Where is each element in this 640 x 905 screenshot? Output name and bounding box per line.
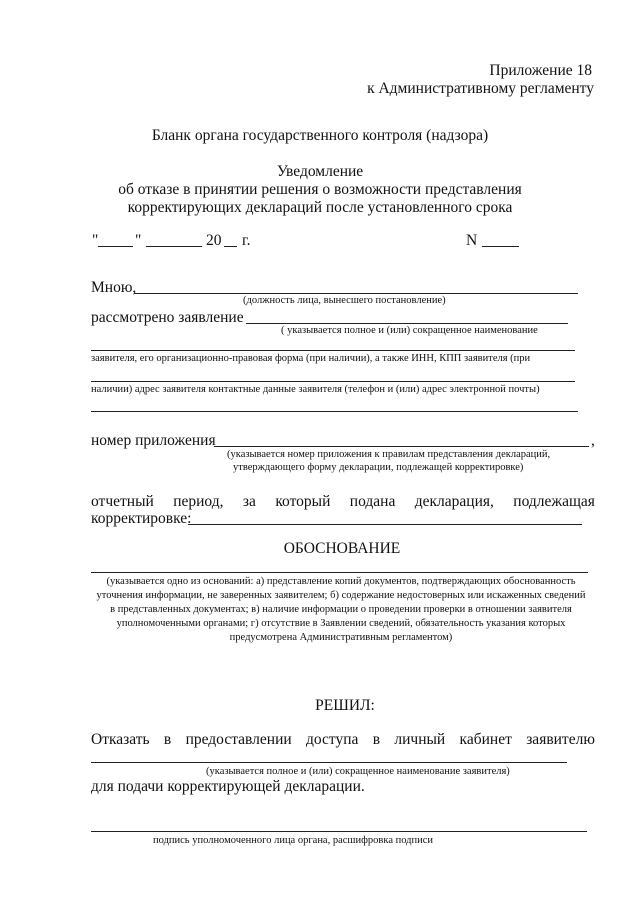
year-field[interactable] — [224, 246, 237, 247]
refuse-word: кабинет — [459, 731, 512, 748]
signature-field[interactable] — [91, 831, 587, 832]
refuse-word: Отказать — [91, 731, 150, 748]
period-word: отчетный — [91, 493, 154, 510]
month-field[interactable] — [146, 246, 202, 247]
period-field[interactable] — [188, 524, 582, 525]
number-label: N — [466, 232, 478, 249]
applicant-hint-2: заявителя, его организационно-правовая форма (при наличии), а также ИНН, КПП заявителя (при — [91, 353, 531, 364]
appendix-hint-1: (указывается номер приложения к правилам представления деклараций, — [227, 449, 551, 460]
period-word: подана — [349, 493, 396, 510]
appendix-number-field[interactable] — [214, 446, 589, 447]
refuse-row — [91, 731, 595, 749]
applicant-name-field[interactable] — [91, 762, 567, 763]
by-me-label: Мною, — [91, 279, 137, 296]
reason-hint-2: уточнения информации, не заверенных заявителем; б) содержание недостоверных или искаженных сведений — [96, 590, 586, 601]
for-submission-text: для подачи корректирующей декларации. — [91, 778, 365, 795]
period-row — [91, 493, 595, 511]
appendix-hint-2: утверждающего форму декларации, подлежащей корректировке) — [233, 462, 524, 473]
appendix-comma: , — [591, 432, 595, 449]
blank-title: Бланк органа государственного контроля (надзора) — [151, 127, 489, 144]
reason-hint-5: предусмотрена Административным регламентом) — [229, 632, 453, 643]
decided-title: РЕШИЛ: — [315, 697, 375, 714]
applicant-field-2[interactable] — [91, 350, 575, 351]
reason-hint-4: уполномоченными органами; г) отсутствие в Заявлении сведений, обязательность указания которых — [116, 618, 566, 629]
applicant-field-3[interactable] — [91, 381, 575, 382]
day-field[interactable] — [98, 246, 133, 247]
appendix-label: Приложение 18 — [489, 62, 592, 79]
applicant-hint-1: ( указывается полное и (или) сокращенное наименование — [281, 325, 538, 336]
reason-hint-3: в представленных документах; в) наличие информации о проведении проверки в отношении заявителя — [110, 604, 572, 615]
period-word: период, — [173, 493, 224, 510]
refuse-word: в — [163, 731, 172, 748]
reason-hint-1: (указывается одно из оснований: а) представление копий документов, подтверждающих обоснованность — [106, 576, 576, 587]
number-field[interactable] — [482, 246, 519, 247]
refuse-word: личный — [394, 731, 446, 748]
reason-field[interactable] — [91, 572, 588, 573]
period-line2: корректировке: — [91, 510, 192, 527]
date-suffix: г. — [242, 232, 251, 249]
period-word: подлежащая — [513, 493, 595, 510]
refuse-word: заявителю — [526, 731, 595, 748]
notice-title: Уведомление — [276, 163, 364, 180]
applicant-field-4[interactable] — [91, 411, 578, 412]
date-year: 20 — [206, 232, 222, 249]
by-me-hint: (должность лица, вынесшего постановление) — [243, 295, 446, 306]
notice-subtitle-1: об отказе в принятии решения о возможности представления — [118, 181, 522, 198]
regulation-label: к Административному регламенту — [367, 80, 594, 97]
signature-hint: подпись уполномоченного лица органа, расшифровка подписи — [153, 835, 434, 846]
applicant-hint-3: наличии) адрес заявителя контактные данные заявителя (телефон и (или) адрес электронной почты) — [91, 384, 540, 395]
refuse-word: предоставлении — [185, 731, 292, 748]
appendix-number-label: номер приложения — [91, 432, 216, 449]
considered-label: рассмотрено заявление — [91, 309, 244, 326]
refuse-word: в — [372, 731, 381, 748]
period-word: за — [242, 493, 256, 510]
period-word: декларация, — [414, 493, 494, 510]
reason-title: ОБОСНОВАНИЕ — [283, 540, 401, 557]
notice-subtitle-2: корректирующих деклараций после установленного срока — [127, 199, 513, 216]
refuse-hint: (указывается полное и (или) сокращенное наименование заявителя) — [206, 766, 510, 777]
refuse-word: доступа — [305, 731, 359, 748]
date-close-quote: " — [135, 232, 142, 249]
date-open-quote: " — [92, 232, 99, 249]
period-word: который — [275, 493, 331, 510]
